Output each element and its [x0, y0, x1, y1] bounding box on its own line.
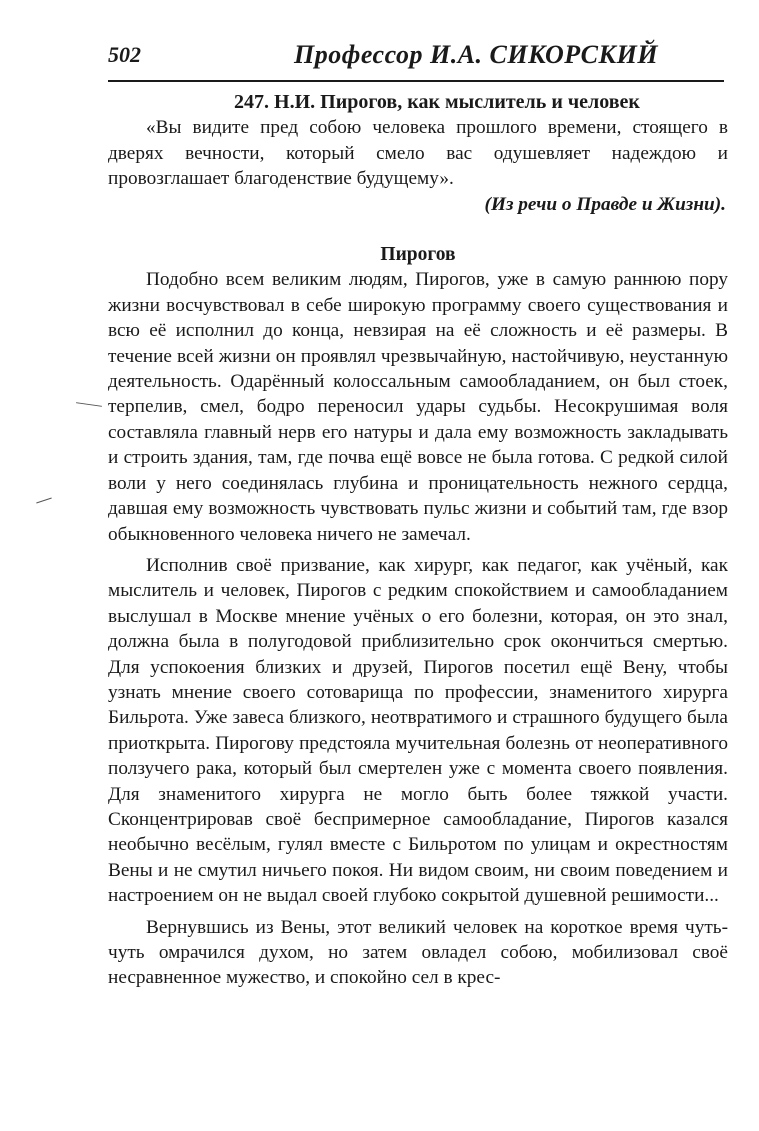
header-rule: [108, 80, 724, 82]
running-title: Профессор И.А. СИКОРСКИЙ: [294, 40, 659, 69]
page-number: 502: [108, 42, 141, 67]
margin-mark: [76, 402, 102, 407]
article-subtitle: Пирогов: [380, 244, 456, 266]
paragraph: Исполнив своё призвание, как хирург, как педагог, как учёный, как мыслитель и человек, Пирогов с редким спокойствием и самообладанием выслушал в Москве мнение учёных о его болезни, которая, он это знал, должна была в полугодовой приблизительно срок окончиться смертью. Для успокоения близких и друзей, Пирогов посетил ещё Вену, чтобы узнать мнение своего сотоварища по профессии, знаменитого хирурга Бильрота. Уже завеса близкого, неотвратимого и страшного будущего была приоткрыта. Пирогову предстояла мучительная болезнь от неоперативного ползучего рака, который был смертелен уже с момента своего появления. Для знаменитого хирурга не могло быть более тяжкой участи. Сконцентрировав своё беспримерное самообладание, Пирогов казался необычно весёлым, гулял вместе с Бильротом по улицам и окрестностям Вены и не смутил ничьего покоя. Ни видом своим, ни своим поведением и настроением он не выдал своей глубоко сокрытой душевной решимости...: [108, 554, 728, 907]
page-body: [108, 90, 728, 991]
page-header: [108, 40, 724, 80]
margin-mark: [36, 498, 52, 504]
paragraph: Подобно всем великим людям, Пирогов, уже в самую раннюю пору жизни восчувствовал в себе широкую программу своего существования и всю её исполнил до конца, невзирая на её сложность и её размеры. В течение всей жизни он проявлял чрезвычайную, настойчивую, неустанную деятельность. Одарённый колоссальным самообладанием, он был стоек, терпелив, смел, бодро переносил удары судьбы. Несокрушимая воля составляла главный нерв его натуры и дала ему возможность закладывать и строить здания, там, где почва ещё вовсе не была готова. С редкой силой воли у него соединялась глубина и проницательность нежного сердца, давшая ему возможность чувствовать пульс жизни и событий там, где взор обыкновенного человека ничего не замечал.: [108, 269, 728, 545]
epigraph-attribution: (Из речи о Правде и Жизни).: [484, 193, 726, 215]
section-title: 247. Н.И. Пирогов, как мыслитель и человек: [234, 91, 640, 113]
epigraph: «Вы видите пред собою человека прошлого времени, стоящего в дверях вечности, который смело вас одушевляет надеждою и провозглашает благоденствие будущему».: [108, 117, 728, 190]
paragraph: Вернувшись из Вены, этот великий человек на короткое время чуть-чуть омрачился духом, но затем овладел собою, мобилизовал своё несравненное мужество, и спокойно сел в крес-: [108, 916, 728, 989]
